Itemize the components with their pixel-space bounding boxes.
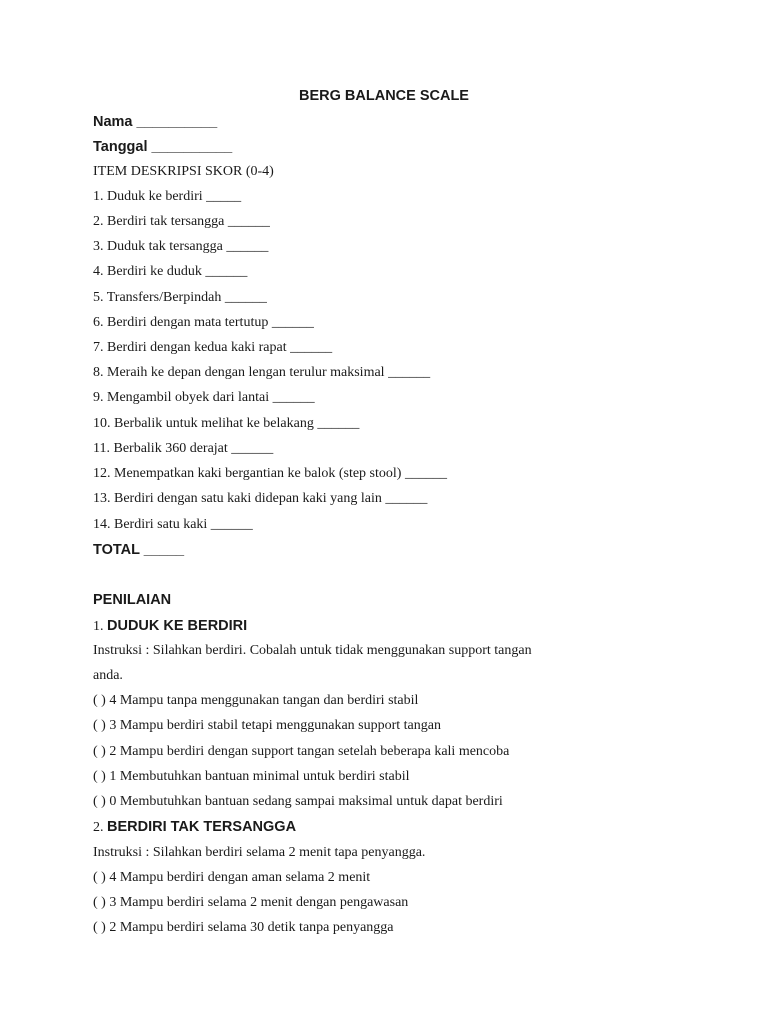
item-line: 8. Meraih ke depan dengan lengan terulur maksimal ______: [93, 365, 431, 380]
item-line: 4. Berdiri ke duduk ______: [93, 264, 248, 279]
section-instruction: Instruksi : Silahkan berdiri selama 2 menit tapa penyangga.: [93, 845, 426, 860]
item-line: 3. Duduk tak tersangga ______: [93, 239, 269, 254]
score-option: ( ) 4 Mampu berdiri dengan aman selama 2 menit: [93, 870, 371, 885]
date-blank: __________: [151, 139, 233, 155]
item-line: 11. Berbalik 360 derajat ______: [93, 441, 274, 456]
score-option: ( ) 3 Mampu berdiri selama 2 menit dengan pengawasan: [93, 895, 409, 910]
score-option: ( ) 0 Membutuhkan bantuan sedang sampai maksimal untuk dapat berdiri: [93, 794, 503, 809]
date-field: [93, 138, 232, 156]
item-line: 14. Berdiri satu kaki ______: [93, 517, 253, 532]
section-heading: [93, 818, 296, 837]
item-line: 13. Berdiri dengan satu kaki didepan kaki yang lain ______: [93, 491, 428, 506]
section-heading: [93, 617, 247, 636]
item-line: 9. Mengambil obyek dari lantai ______: [93, 390, 315, 405]
item-line: 5. Transfers/Berpindah ______: [93, 290, 267, 305]
date-label: Tanggal: [93, 139, 148, 155]
item-line: 10. Berbalik untuk melihat ke belakang ______: [93, 416, 360, 431]
score-option: ( ) 2 Mampu berdiri dengan support tangan setelah beberapa kali mencoba: [93, 744, 510, 759]
name-field: [93, 113, 217, 131]
item-line: 6. Berdiri dengan mata tertutup ______: [93, 315, 314, 330]
item-line: 2. Berdiri tak tersangga ______: [93, 214, 270, 229]
item-line: 1. Duduk ke berdiri _____: [93, 189, 242, 204]
name-blank: __________: [136, 114, 218, 130]
section-instruction-continued: anda.: [93, 668, 123, 683]
item-line: 7. Berdiri dengan kedua kaki rapat ______: [93, 340, 333, 355]
document-title: BERG BALANCE SCALE: [299, 88, 469, 104]
item-line: 12. Menempatkan kaki bergantian ke balok (step stool) ______: [93, 466, 447, 481]
assessment-heading: PENILAIAN: [93, 592, 172, 608]
total-line: [93, 541, 184, 559]
section-number: 2.: [93, 820, 104, 835]
section-instruction: Instruksi : Silahkan berdiri. Cobalah untuk tidak menggunakan support tangan: [93, 643, 532, 658]
score-option: ( ) 2 Mampu berdiri selama 30 detik tanpa penyangga: [93, 920, 394, 935]
score-option: ( ) 3 Mampu berdiri stabil tetapi menggunakan support tangan: [93, 718, 441, 733]
section-title: BERDIRI TAK TERSANGGA: [107, 819, 297, 835]
name-label: Nama: [93, 114, 133, 130]
items-header: ITEM DESKRIPSI SKOR (0-4): [93, 164, 274, 179]
total-blank: _____: [143, 542, 185, 558]
total-label: TOTAL: [93, 542, 140, 558]
section-number: 1.: [93, 619, 104, 634]
score-option: ( ) 4 Mampu tanpa menggunakan tangan dan berdiri stabil: [93, 693, 419, 708]
section-title: DUDUK KE BERDIRI: [107, 618, 248, 634]
score-option: ( ) 1 Membutuhkan bantuan minimal untuk berdiri stabil: [93, 769, 410, 784]
